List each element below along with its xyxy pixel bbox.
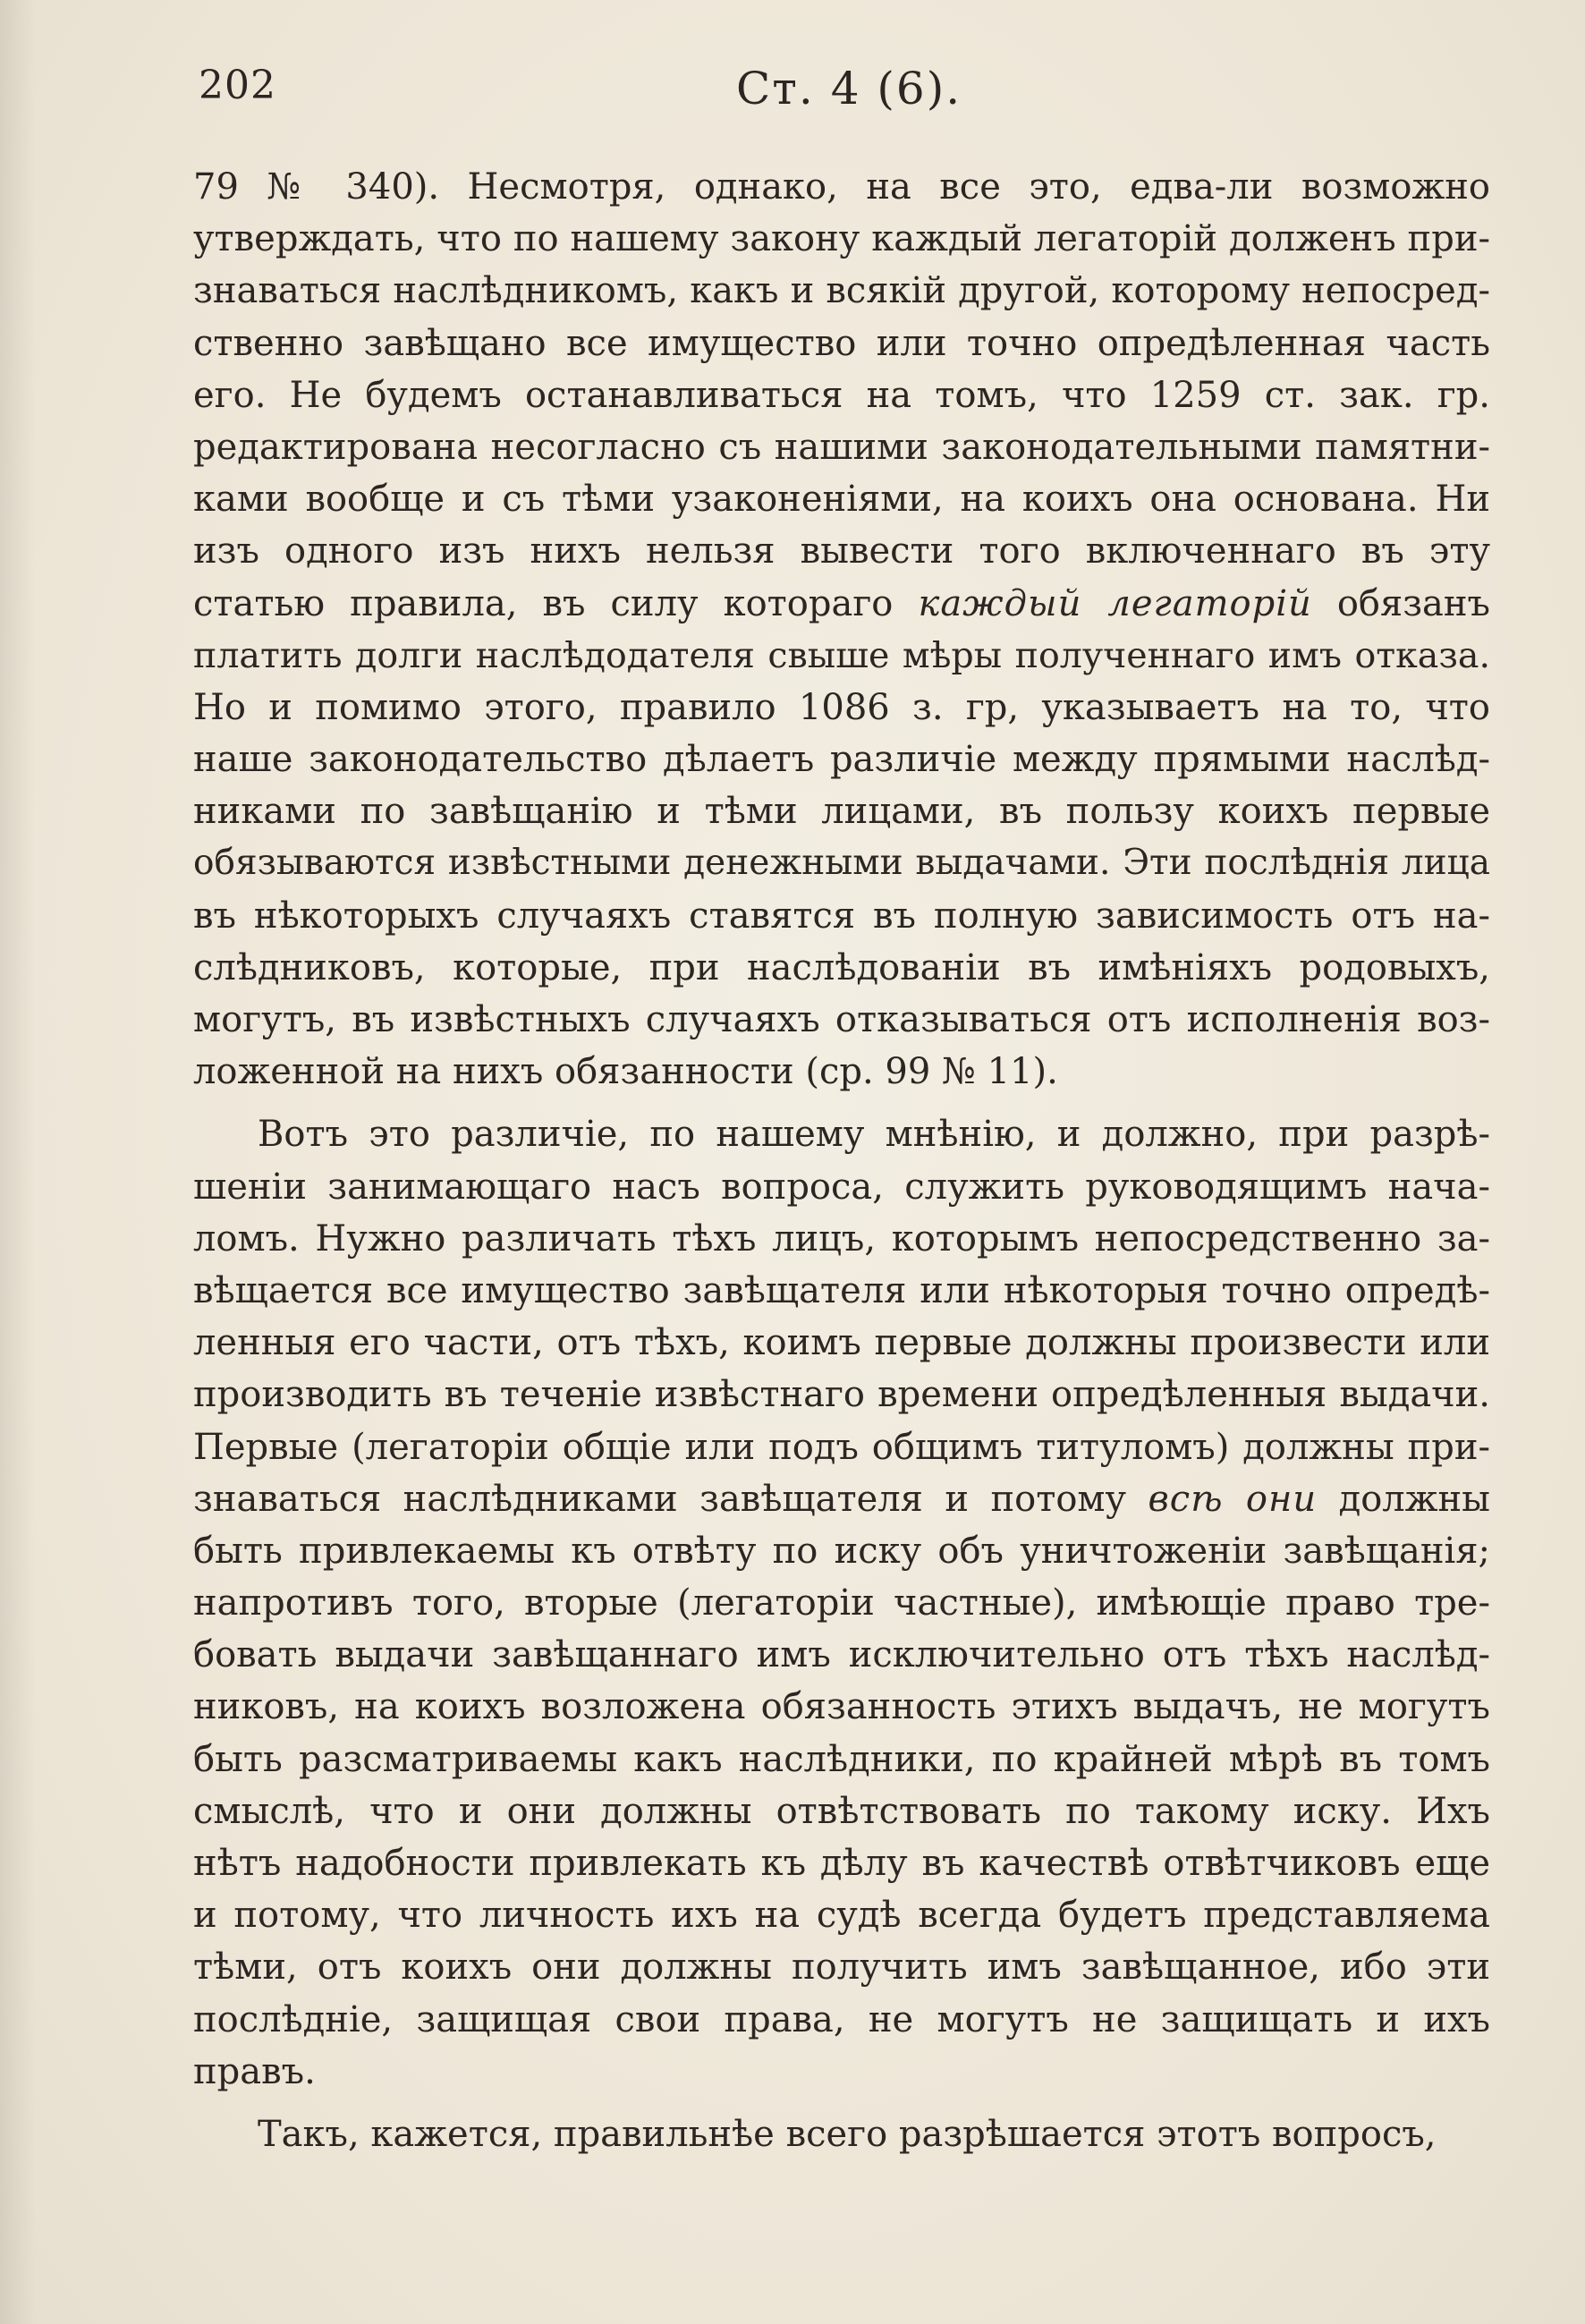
page-number: 202	[199, 63, 276, 108]
text-line: ленныя его части, отъ тѣхъ, коимъ первые должны произвести или	[193, 1322, 1490, 1364]
paragraph	[193, 2108, 1490, 2160]
paragraph	[193, 161, 1490, 1098]
text-line: никами по завѣщанію и тѣми лицами, въ пользу коихъ первые	[193, 791, 1490, 833]
text-line: изъ одного изъ нихъ нельзя вывести того включеннаго въ эту	[193, 530, 1490, 573]
text-line: Вотъ это различіе, по нашему мнѣнію, и должно, при разрѣ-	[258, 1114, 1490, 1156]
paragraph-gap	[193, 1098, 1490, 1108]
text-segment: должны	[1317, 1478, 1490, 1520]
text-line: Первые (легаторіи общіе или подъ общимъ титуломъ) должны при-	[193, 1426, 1490, 1468]
text-line: правъ.	[193, 2050, 316, 2092]
text-line: никовъ, на коихъ возложена обязанность этихъ выдачъ, не могутъ	[193, 1686, 1490, 1728]
italic-emphasis: каждый легаторій	[918, 582, 1312, 624]
paragraph-gap	[193, 2098, 1490, 2108]
text-line: платить долги наслѣдодателя свыше мѣры полученнаго имъ отказа.	[193, 634, 1490, 676]
text-line: редактирована несогласно съ нашими законодательными памятни-	[193, 426, 1490, 468]
text-segment: знаваться наслѣдниками завѣщателя и потому	[193, 1478, 1148, 1520]
italic-emphasis: всѣ они	[1148, 1478, 1318, 1520]
text-line: въ нѣкоторыхъ случаяхъ ставятся въ полную зависимость отъ на-	[193, 895, 1490, 937]
text-line: быть привлекаемы къ отвѣту по иску объ уничтоженіи завѣщанія;	[193, 1530, 1490, 1572]
text-line: утверждать, что по нашему закону каждый легаторій долженъ при-	[193, 218, 1490, 260]
text-line: быть разсматриваемы какъ наслѣдники, по крайней мѣрѣ въ томъ	[193, 1738, 1490, 1780]
text-line: наше законодательство дѣлаетъ различіе между прямыми наслѣд-	[193, 739, 1490, 781]
text-line: шеніи занимающаго насъ вопроса, служить руководящимъ нача-	[193, 1166, 1490, 1208]
text-line: нѣтъ надобности привлекать къ дѣлу въ качествѣ отвѣтчиковъ еще	[193, 1843, 1490, 1884]
text-line	[193, 1473, 1490, 1525]
text-line: напротивъ того, вторые (легаторіи частные), имѣющіе право тре-	[193, 1582, 1490, 1624]
text-line: могутъ, въ извѣстныхъ случаяхъ отказываться отъ исполненія воз-	[193, 999, 1490, 1040]
text-line: обязываются извѣстными денежными выдачами. Эти послѣднія лица	[193, 843, 1490, 884]
text-line: ками вообще и съ тѣми узаконеніями, на коихъ она основана. Ни	[193, 479, 1490, 521]
running-head: Ст. 4 (6).	[736, 63, 962, 115]
text-line: бовать выдачи завѣщаннаго имъ исключительно отъ тѣхъ наслѣд-	[193, 1634, 1490, 1676]
text-segment: статью правила, въ силу котораго	[193, 582, 919, 624]
text-line: смыслѣ, что и они должны отвѣтствовать по такому иску. Ихъ	[193, 1790, 1490, 1832]
text-line: ственно завѣщано все имущество или точно опредѣленная часть	[193, 322, 1490, 364]
text-line: ложенной на нихъ обязанности (ср. 99 № 11).	[193, 1051, 1058, 1093]
text-line: Но и помимо этого, правило 1086 з. гр, указываетъ на то, что	[193, 686, 1490, 728]
text-line: и потому, что личность ихъ на судѣ всегда будетъ представляема	[193, 1895, 1490, 1937]
text-line: его. Не будемъ останавливаться на томъ, что 1259 ст. зак. гр.	[193, 374, 1490, 416]
text-segment: обязанъ	[1311, 582, 1490, 624]
text-line: 79 № 340). Несмотря, однако, на все это, едва-ли возможно	[193, 166, 1490, 208]
spine-shadow	[0, 0, 36, 2324]
text-line: послѣдніе, защищая свои права, не могутъ не защищать и ихъ	[193, 1998, 1490, 2040]
text-line: тѣми, отъ коихъ они должны получить имъ завѣщанное, ибо эти	[193, 1947, 1490, 1989]
text-line: вѣщается все имущество завѣщателя или нѣкоторыя точно опредѣ-	[193, 1269, 1490, 1311]
text-line	[193, 578, 1490, 630]
text-line: ломъ. Нужно различать тѣхъ лицъ, которымъ непосредственно за-	[193, 1217, 1490, 1260]
text-line: Такъ, кажется, правильнѣе всего разрѣшается этотъ вопросъ,	[258, 2113, 1437, 2155]
text-line: знаваться наслѣдникомъ, какъ и всякій другой, которому непосред-	[193, 270, 1490, 312]
text-line: производить въ теченіе извѣстнаго времени опредѣленныя выдачи.	[193, 1374, 1490, 1416]
body-text	[193, 161, 1490, 2160]
paragraph	[193, 1108, 1490, 2098]
text-line: слѣдниковъ, которые, при наслѣдованіи въ имѣніяхъ родовыхъ,	[193, 946, 1490, 988]
